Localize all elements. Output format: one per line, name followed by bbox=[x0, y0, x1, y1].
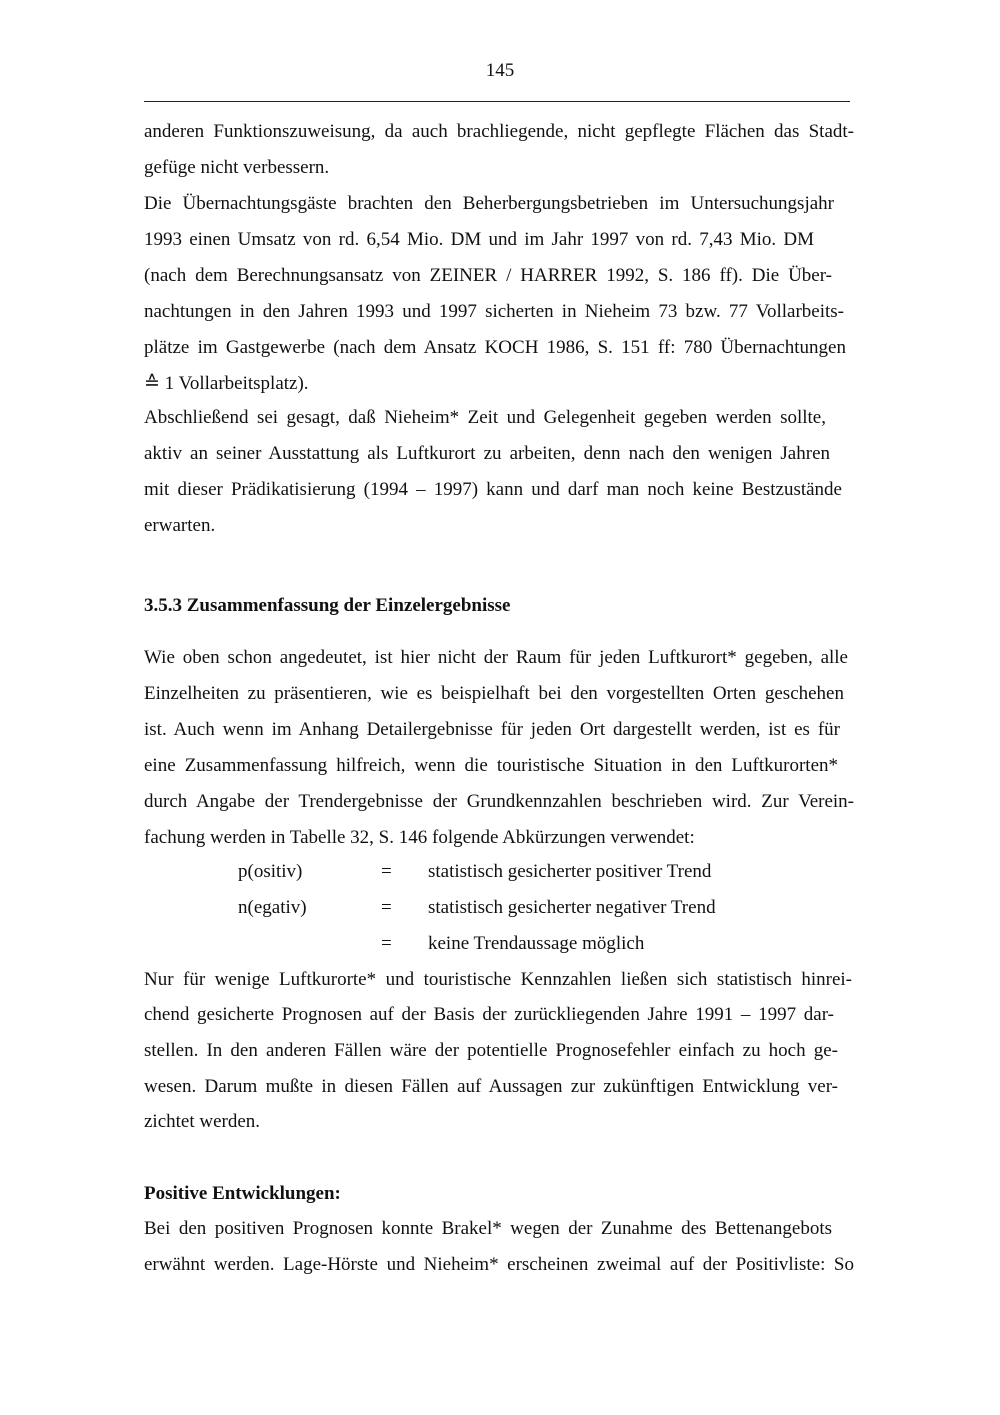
text-line: ist. Auch wenn im Anhang Detailergebnisse für jeden Ort dargestellt werden, ist es für bbox=[144, 719, 840, 740]
text-line: ≙ 1 Vollarbeitsplatz). bbox=[144, 373, 309, 394]
text-line: stellen. In den anderen Fällen wäre der potentielle Prognosefehler einfach zu hoch ge- bbox=[144, 1040, 838, 1061]
text-line: fachung werden in Tabelle 32, S. 146 folgende Abkürzungen verwendet: bbox=[144, 827, 695, 848]
text-line: (nach dem Berechnungsansatz von ZEINER / HARRER 1992, S. 186 ff). Die Über- bbox=[144, 265, 832, 286]
text-line: durch Angabe der Trendergebnisse der Grundkennzahlen beschrieben wird. Zur Verein- bbox=[144, 791, 854, 812]
text-line: nachtungen in den Jahren 1993 und 1997 sicherten in Nieheim 73 bzw. 77 Vollarbeits- bbox=[144, 301, 844, 322]
abbreviation-term: p(ositiv) bbox=[238, 861, 303, 882]
text-line: erwarten. bbox=[144, 515, 216, 536]
abbreviation-meaning: statistisch gesicherter positiver Trend bbox=[428, 861, 712, 882]
text-line: Bei den positiven Prognosen konnte Brakel* wegen der Zunahme des Bettenangebots bbox=[144, 1218, 832, 1239]
text-line: Die Übernachtungsgäste brachten den Beherbergungsbetrieben im Untersuchungsjahr bbox=[144, 193, 834, 214]
text-line: 1993 einen Umsatz von rd. 6,54 Mio. DM und im Jahr 1997 von rd. 7,43 Mio. DM bbox=[144, 229, 814, 250]
page-number: 145 bbox=[485, 60, 515, 81]
subheading: Positive Entwicklungen: bbox=[144, 1183, 341, 1204]
abbreviation-meaning: statistisch gesicherter negativer Trend bbox=[428, 897, 716, 918]
text-line: anderen Funktionszuweisung, da auch brachliegende, nicht gepflegte Flächen das Stadt- bbox=[144, 121, 854, 142]
text-line: aktiv an seiner Ausstattung als Luftkurort zu arbeiten, denn nach den wenigen Jahren bbox=[144, 443, 830, 464]
text-line: Nur für wenige Luftkurorte* und touristische Kennzahlen ließen sich statistisch hinrei- bbox=[144, 969, 852, 990]
section-heading: 3.5.3 Zusammenfassung der Einzelergebnisse bbox=[144, 595, 511, 616]
header-rule bbox=[144, 101, 850, 102]
abbreviation-sign: = bbox=[381, 861, 392, 882]
text-line: gefüge nicht verbessern. bbox=[144, 157, 330, 178]
abbreviation-term: n(egativ) bbox=[238, 897, 307, 918]
text-line: plätze im Gastgewerbe (nach dem Ansatz KOCH 1986, S. 151 ff: 780 Übernachtungen bbox=[144, 337, 846, 358]
text-line: chend gesicherte Prognosen auf der Basis der zurückliegenden Jahre 1991 – 1997 dar- bbox=[144, 1004, 834, 1025]
text-line: eine Zusammenfassung hilfreich, wenn die touristische Situation in den Luftkurorten* bbox=[144, 755, 838, 776]
text-line: mit dieser Prädikatisierung (1994 – 1997) kann und darf man noch keine Bestzustände bbox=[144, 479, 842, 500]
text-line: Abschließend sei gesagt, daß Nieheim* Zeit und Gelegenheit gegeben werden sollte, bbox=[144, 407, 826, 428]
text-line: wesen. Darum mußte in diesen Fällen auf Aussagen zur zukünftigen Entwicklung ver- bbox=[144, 1076, 838, 1097]
text-line: erwähnt werden. Lage-Hörste und Nieheim* erscheinen zweimal auf der Positivliste: So bbox=[144, 1254, 854, 1275]
abbreviation-meaning: keine Trendaussage möglich bbox=[428, 933, 645, 954]
abbreviation-sign: = bbox=[381, 897, 392, 918]
text-line: Einzelheiten zu präsentieren, wie es beispielhaft bei den vorgestellten Orten geschehen bbox=[144, 683, 844, 704]
text-line: Wie oben schon angedeutet, ist hier nicht der Raum für jeden Luftkurort* gegeben, alle bbox=[144, 647, 848, 668]
abbreviation-sign: = bbox=[381, 933, 392, 954]
text-line: zichtet werden. bbox=[144, 1111, 261, 1132]
